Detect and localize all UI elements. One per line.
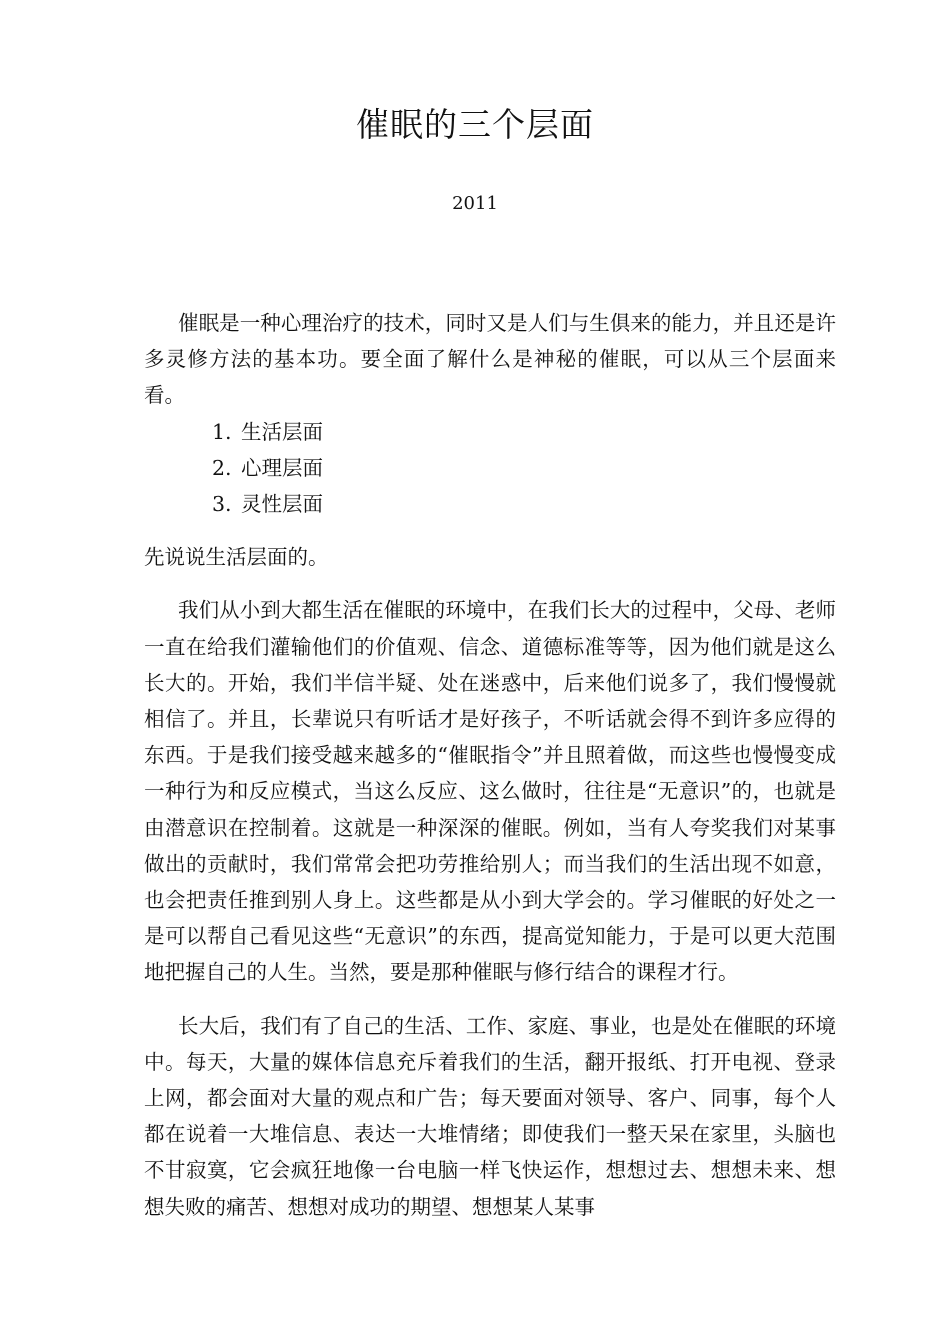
list-item-label: 生活层面 bbox=[241, 419, 323, 444]
document-body bbox=[144, 305, 836, 1225]
list-item bbox=[144, 414, 836, 450]
body-paragraph-1: 我们从小到大都生活在催眠的环境中，在我们长大的过程中，父母、老师一直在给我们灌输他们的价值观、信念、道德标准等等，因为他们就是这么长大的。开始，我们半信半疑、处在迷惑中，后来他们说多了，我们慢慢就相信了。并且，长辈说只有听话才是好孩子，不听话就会得不到许多应得的东西。于是我们接受越来越多的“催眠指令”并且照着做，而这些也慢慢变成一种行为和反应模式，当这么反应、这么做时，往往是“无意识”的，也就是由潜意识在控制着。这就是一种深深的催眠。例如，当有人夸奖我们对某事做出的贡献时，我们常常会把功劳推给别人；而当我们的生活出现不如意，也会把责任推到别人身上。这些都是从小到大学会的。学习催眠的好处之一是可以帮自己看见这些“无意识”的东西，提高觉知能力，于是可以更大范围地把握自己的人生。当然，要是那种催眠与修行结合的课程才行。 bbox=[144, 598, 836, 985]
list-item bbox=[144, 486, 836, 522]
levels-list bbox=[144, 414, 836, 523]
document-year: 2011 bbox=[452, 193, 498, 214]
list-item-number: 1. bbox=[212, 419, 232, 444]
body-paragraph-2: 长大后，我们有了自己的生活、工作、家庭、事业，也是处在催眠的环境中。每天，大量的媒体信息充斥着我们的生活，翻开报纸、打开电视、登录上网，都会面对大量的观点和广告；每天要面对领导、客户、同事，每个人都在说着一大堆信息、表达一大堆情绪；即使我们一整天呆在家里，头脑也不甘寂寞，它会疯狂地像一台电脑一样飞快运作，想想过去、想想未来、想想失败的痛苦、想想对成功的期望、想想某人某事 bbox=[144, 1013, 836, 1219]
intro-paragraph: 催眠是一种心理治疗的技术，同时又是人们与生俱来的能力，并且还是许多灵修方法的基本功。要全面了解什么是神秘的催眠，可以从三个层面来看。 bbox=[144, 311, 836, 408]
list-item-label: 灵性层面 bbox=[241, 492, 323, 517]
list-item-number: 3. bbox=[212, 492, 232, 517]
document-title: 催眠的三个层面 bbox=[356, 105, 594, 144]
list-item-label: 心理层面 bbox=[241, 455, 323, 480]
list-item bbox=[144, 450, 836, 486]
transition-paragraph: 先说说生活层面的。 bbox=[144, 545, 329, 570]
list-item-number: 2. bbox=[212, 455, 232, 480]
